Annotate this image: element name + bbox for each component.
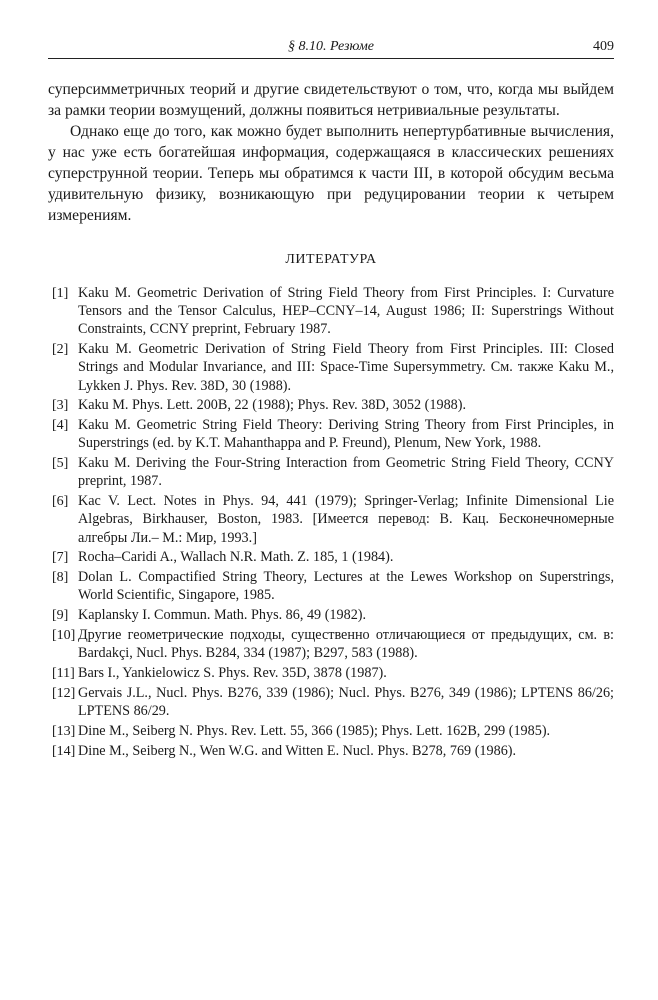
- paragraph: суперсимметричных теорий и другие свидетельствуют о том, что, когда мы выйдем за рамки теории возмущений, должны появиться нетривиальные результаты.: [48, 81, 614, 119]
- reference-number: [13]: [52, 723, 76, 739]
- reference-text: Kaplansky I. Commun. Math. Phys. 86, 49 (1982).: [78, 607, 367, 624]
- reference-number: [8]: [52, 570, 69, 586]
- reference-text: Kaku M. Geometric String Field Theory: Deriving String Theory from First Principles, in Superstrings (ed. by K.T. Mahanthappa and P. Freund), Plenum, New York, 1988.: [78, 417, 614, 452]
- reference-number: [2]: [52, 342, 69, 358]
- reference-text: Gervais J.L., Nucl. Phys. B276, 339 (1986); Nucl. Phys. B276, 349 (1986); LPTENS 86/26; LPTENS 86/29.: [78, 684, 614, 719]
- reference-number: [3]: [52, 398, 69, 414]
- reference-text: Kaku M. Deriving the Four-String Interaction from Geometric String Field Theory, CCNY preprint, 1987.: [78, 455, 614, 490]
- reference-item: [48, 492, 614, 547]
- reference-number: [5]: [52, 456, 69, 472]
- reference-item: [48, 454, 614, 490]
- reference-item: [48, 684, 614, 720]
- reference-number: [6]: [52, 494, 69, 510]
- reference-text: Bars I., Yankielowicz S. Phys. Rev. 35D, 3878 (1987).: [78, 665, 387, 681]
- reference-text: Kaku M. Phys. Lett. 200B, 22 (1988); Phys. Rev. 38D, 3052 (1988).: [78, 397, 467, 414]
- reference-number: [14]: [52, 743, 76, 759]
- reference-number: [12]: [52, 685, 76, 701]
- reference-item: [48, 722, 614, 740]
- book-page: [48, 36, 614, 761]
- reference-number: [4]: [52, 418, 69, 434]
- reference-item: [48, 416, 614, 452]
- reference-item: [48, 548, 614, 566]
- page-number: 409: [593, 39, 614, 54]
- reference-item: [48, 340, 614, 395]
- reference-number: [7]: [52, 550, 69, 566]
- reference-item: [48, 568, 614, 604]
- reference-text: Rocha–Caridi A., Wallach N.R. Math. Z. 185, 1 (1984).: [78, 549, 394, 566]
- reference-item: [48, 742, 614, 760]
- reference-item: [48, 626, 614, 662]
- reference-number: [10]: [52, 628, 76, 643]
- reference-number: [9]: [52, 608, 69, 624]
- reference-item: [48, 284, 614, 339]
- reference-text: Dolan L. Compactified String Theory, Lectures at the Lewes Workshop on Superstrings, World Scientific, Singapore, 1985.: [78, 569, 614, 604]
- references-heading: ЛИТЕРАТУРА: [285, 252, 377, 267]
- paragraph: Однако еще до того, как можно будет выполнить непертурбативные вычисления, у нас уже есть богатейшая информация, содержащаяся в классических решениях суперструнной теории. Теперь мы обратимся к части III, в которой обсудим весьма удивительную физику, возникающую при редуцировании теории к четырем измерениям.: [48, 123, 614, 224]
- running-head: [48, 36, 614, 59]
- reference-item: [48, 664, 614, 682]
- reference-text: Kaku M. Geometric Derivation of String Field Theory from First Principles. I: Curvature Tensors and the Tensor Calculus, HEP–CCNY–14, August 1986; II: Superstrings Without Constraints, CCNY preprint, February 1987.: [78, 285, 614, 338]
- reference-item: [48, 606, 614, 624]
- references-list: [48, 284, 614, 760]
- reference-text: Dine M., Seiberg N. Phys. Rev. Lett. 55, 366 (1985); Phys. Lett. 162B, 299 (1985).: [78, 722, 551, 739]
- reference-text: Другие геометрические подходы, существенно отличающиеся от предыдущих, см. в: Bardakçi, Nucl. Phys. B284, 334 (1987); B297, 583 (1988).: [78, 627, 614, 662]
- reference-text: Dine M., Seiberg N., Wen W.G. and Witten E. Nucl. Phys. B278, 769 (1986).: [78, 742, 517, 759]
- reference-text: Kaku M. Geometric Derivation of String Field Theory from First Principles. III: Closed Strings and Modular Invariance, and III: Space-Time Supersymmetry. См. также Kaku M., Lykken J. Phys. Rev. 38D, 30 (1988).: [78, 341, 614, 394]
- reference-item: [48, 396, 614, 414]
- reference-text: Kac V. Lect. Notes in Phys. 94, 441 (1979); Springer-Verlag; Infinite Dimensional Lie Algebras, Birkhauser, Boston, 1983. [Имеется перевод: В. Кац. Бесконечномерные алгебры Ли.– М.: Мир, 1993.]: [78, 493, 614, 546]
- running-title: § 8.10. Резюме: [287, 39, 375, 54]
- body-text: [48, 79, 614, 226]
- reference-number: [11]: [52, 666, 75, 681]
- reference-number: [1]: [52, 286, 69, 301]
